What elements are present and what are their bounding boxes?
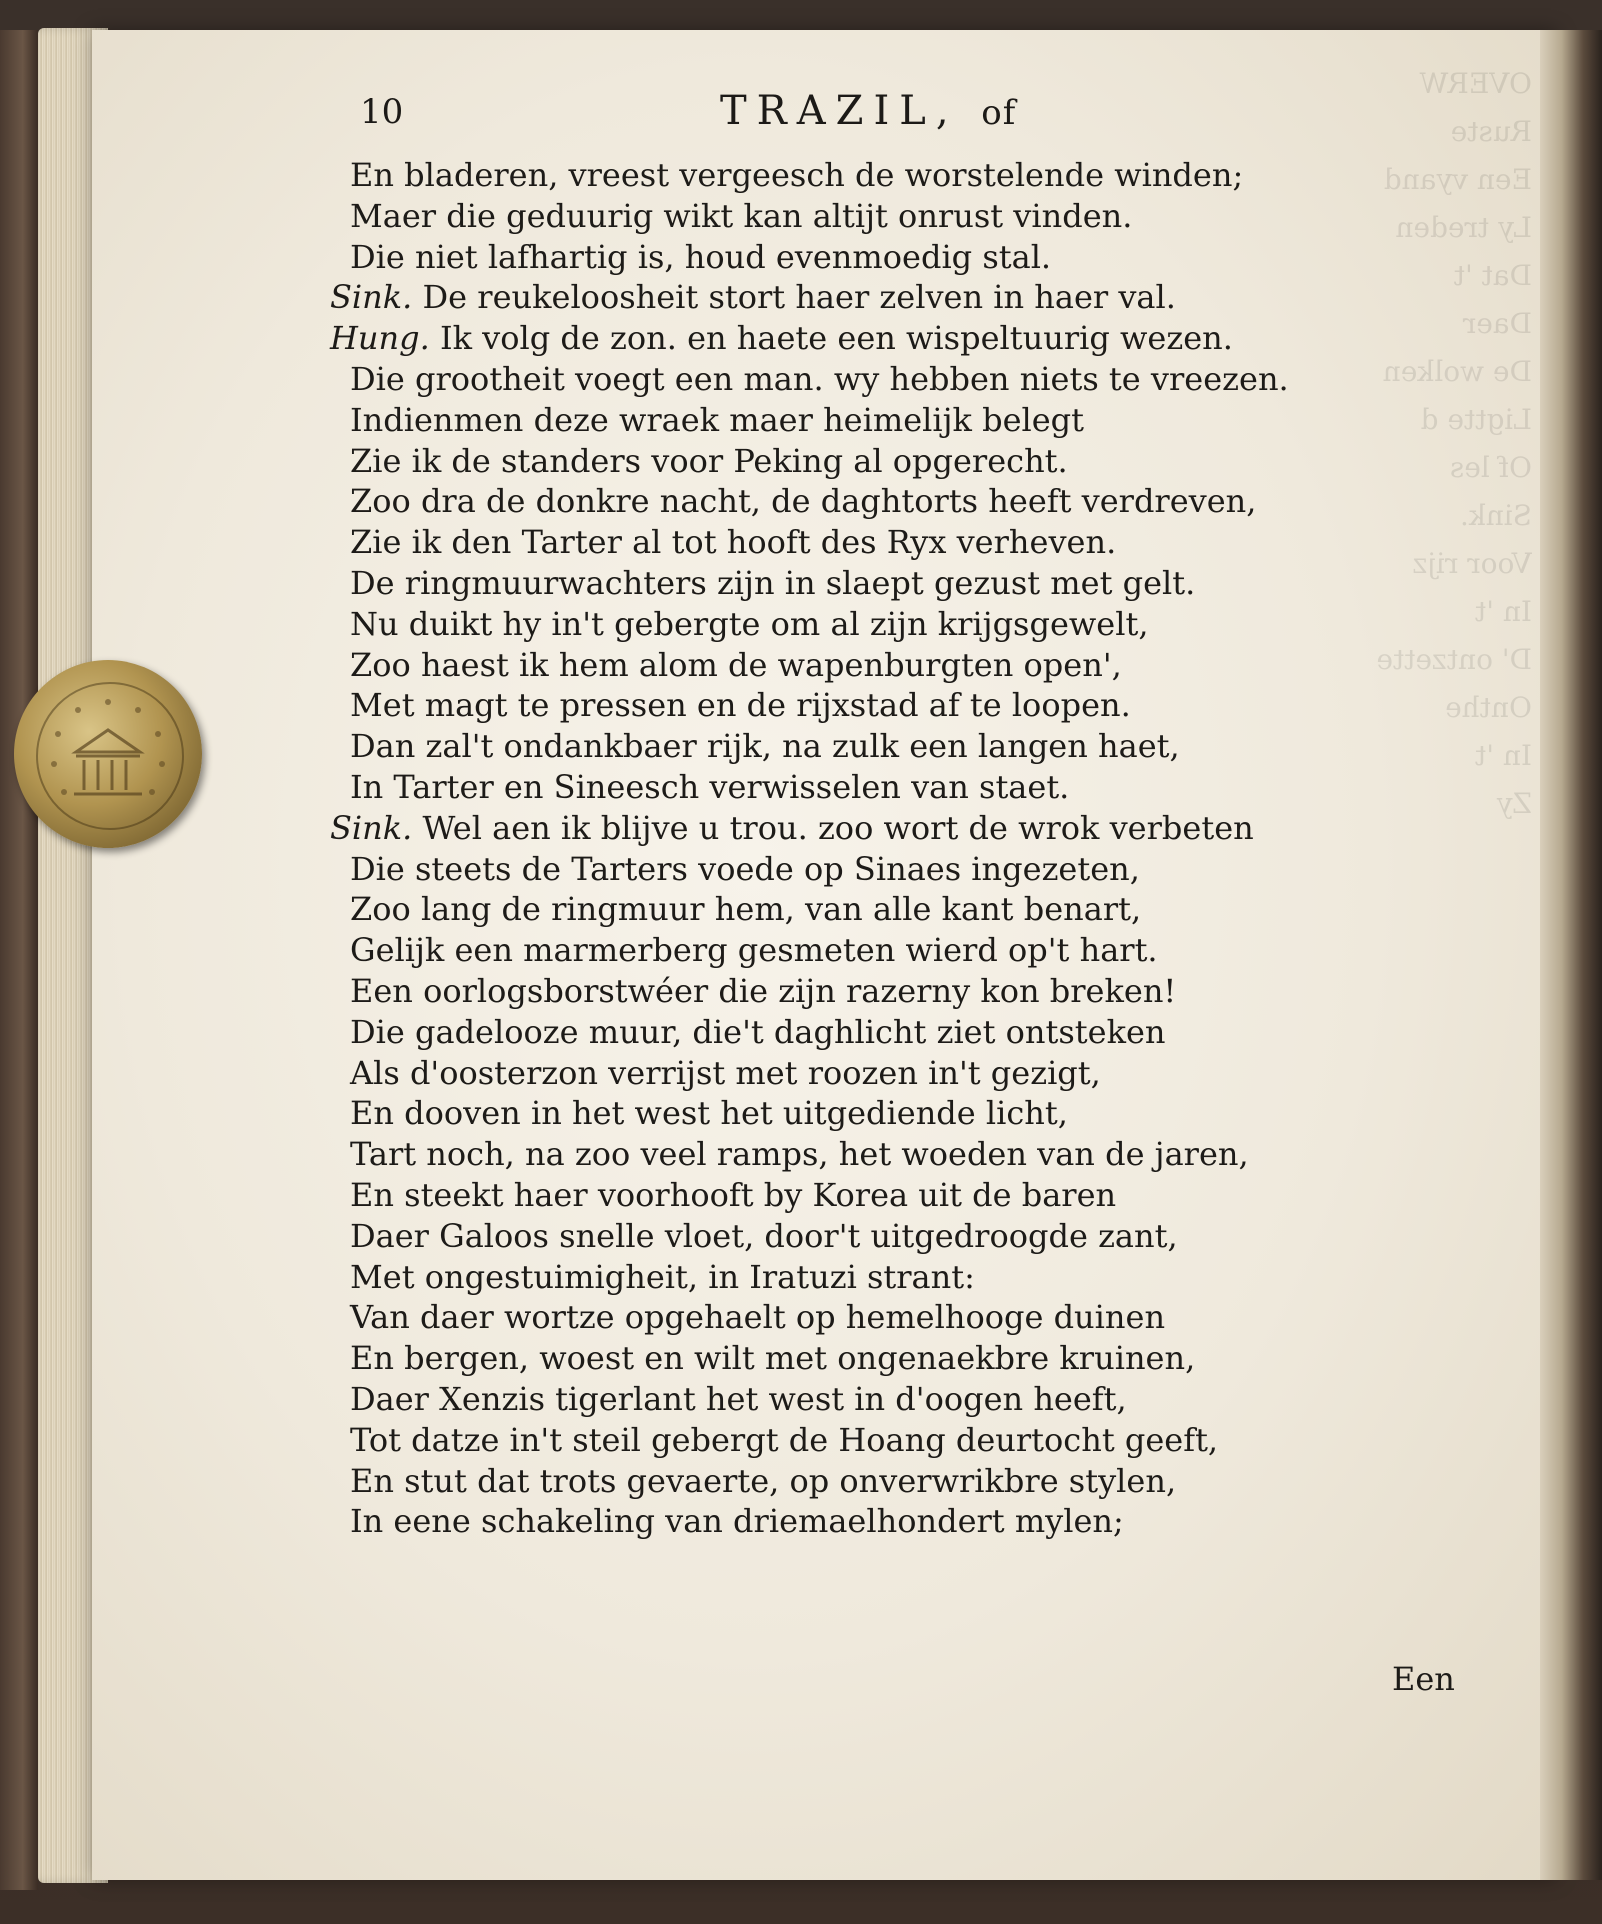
verse-line <box>350 1297 1420 1338</box>
verse-text: En steekt haer voorhooft by Korea uit de baren <box>350 1175 1117 1214</box>
verse-text: Gelijk een marmerberg gesmeten wierd op't hart. <box>350 931 1158 970</box>
verse-line <box>350 400 1420 441</box>
verse-line <box>350 1093 1420 1134</box>
verse-text: Dan zal't ondankbaer rijk, na zulk een langen haet, <box>350 727 1180 766</box>
verse-text: Van daer wortze opgehaelt op hemelhooge duinen <box>350 1298 1166 1337</box>
coin-icon <box>14 660 202 848</box>
verse-text: Met magt te pressen en de rijxstad af te loopen. <box>350 686 1131 725</box>
verse-text: Zoo lang de ringmuur hem, van alle kant benart, <box>350 890 1142 929</box>
verse-text: Die niet lafhartig is, houd evenmoedig stal. <box>350 237 1052 276</box>
verse-text: Daer Galoos snelle vloet, door't uitgedroogde zant, <box>350 1216 1178 1255</box>
verse-text: Met ongestuimigheit, in Iratuzi strant: <box>350 1257 975 1296</box>
verse-line <box>350 685 1420 726</box>
verse-text: Als d'oosterzon verrijst met roozen in't gezigt, <box>350 1053 1101 1092</box>
speaker-label: Hung. <box>330 319 430 358</box>
verse-line <box>350 237 1420 278</box>
verse-line <box>350 1175 1420 1216</box>
verse-text: Tart noch, na zoo veel ramps, het woeden van de jaren, <box>350 1135 1249 1174</box>
verse-line <box>350 726 1420 767</box>
running-head-title: TRAZIL, <box>720 88 959 134</box>
verse-text: Die gadelooze muur, die't daghlicht ziet ontsteken <box>350 1012 1166 1051</box>
coin-emblem-icon <box>14 660 202 848</box>
verse-text: Maer die geduurig wikt kan altijt onrust vinden. <box>350 196 1133 235</box>
verse-line <box>350 645 1420 686</box>
page-number: 10 <box>360 92 404 132</box>
verse-line <box>350 930 1420 971</box>
verse-line <box>330 808 1420 849</box>
verse-text: Indienmen deze wraek maer heimelijk belegt <box>350 400 1085 439</box>
verse-line <box>350 889 1420 930</box>
verse-text-block <box>330 155 1420 1542</box>
verse-line <box>350 1420 1420 1461</box>
verse-line <box>350 1053 1420 1094</box>
verse-line <box>350 563 1420 604</box>
verse-line <box>350 155 1420 196</box>
verse-line <box>350 1012 1420 1053</box>
verse-text: Ik volg de zon. en haete een wispeltuurig wezen. <box>439 319 1233 358</box>
verse-text: En bladeren, vreest vergeesch de worstelende winden; <box>350 156 1244 194</box>
verse-line <box>330 277 1420 318</box>
verse-text: De ringmuurwachters zijn in slaept gezust met gelt. <box>350 563 1196 602</box>
verse-text: Die steets de Tarters voede op Sinaes ingezeten, <box>350 849 1140 888</box>
verse-line <box>350 481 1420 522</box>
catchword: Een <box>1392 1660 1455 1698</box>
verse-text: Zoo dra de donkre nacht, de daghtorts heeft verdreven, <box>350 482 1257 521</box>
verse-text: En bergen, woest en wilt met ongenaekbre kruinen, <box>350 1339 1196 1378</box>
verse-line <box>350 1257 1420 1298</box>
verse-line <box>350 1338 1420 1379</box>
page-header <box>360 88 1180 148</box>
verse-line <box>350 1134 1420 1175</box>
verse-line <box>350 604 1420 645</box>
verse-line <box>350 196 1420 237</box>
verse-text: Die grootheit voegt een man. wy hebben niets te vreezen. <box>350 359 1289 398</box>
verse-line <box>350 971 1420 1012</box>
verse-text: Zie ik de standers voor Peking al opgerecht. <box>350 441 1068 480</box>
verse-text: Tot datze in't steil gebergt de Hoang deurtocht geeft, <box>350 1420 1219 1459</box>
left-book-cover <box>0 30 38 1890</box>
verse-text: Wel aen ik blijve u trou. zoo wort de wrok verbeten <box>422 808 1254 847</box>
verse-text: Zoo haest ik hem alom de wapenburgten open', <box>350 645 1122 684</box>
verse-line <box>350 1379 1420 1420</box>
verse-text: In eene schakeling van driemaelhondert mylen; <box>350 1502 1124 1541</box>
running-head-tail: of <box>981 93 1017 133</box>
verse-text: Daer Xenzis tigerlant het west in d'oogen heeft, <box>350 1379 1127 1418</box>
verse-line <box>350 359 1420 400</box>
verse-line <box>350 767 1420 808</box>
verse-text: En dooven in het west het uitgediende licht, <box>350 1094 1068 1133</box>
book-gutter <box>1540 30 1602 1880</box>
verse-line <box>350 849 1420 890</box>
verse-line <box>330 318 1420 359</box>
verse-text: Nu duikt hy in't gebergte om al zijn krijgsgewelt, <box>350 604 1149 643</box>
verse-line <box>350 1461 1420 1502</box>
speaker-label: Sink. <box>330 808 413 847</box>
verse-line <box>350 441 1420 482</box>
verse-line <box>350 1216 1420 1257</box>
verse-text: En stut dat trots gevaerte, op onverwrikbre stylen, <box>350 1461 1177 1500</box>
verse-text: De reukeloosheit stort haer zelven in haer val. <box>422 278 1176 317</box>
verse-line <box>350 1501 1420 1542</box>
verse-text: In Tarter en Sineesch verwisselen van staet. <box>350 767 1070 806</box>
verse-line <box>350 522 1420 563</box>
speaker-label: Sink. <box>330 278 413 317</box>
verse-text: Een oorlogsborstwéer die zijn razerny kon breken! <box>350 971 1177 1010</box>
running-head <box>720 88 1016 134</box>
verse-text: Zie ik den Tarter al tot hooft des Ryx verheven. <box>350 523 1117 562</box>
